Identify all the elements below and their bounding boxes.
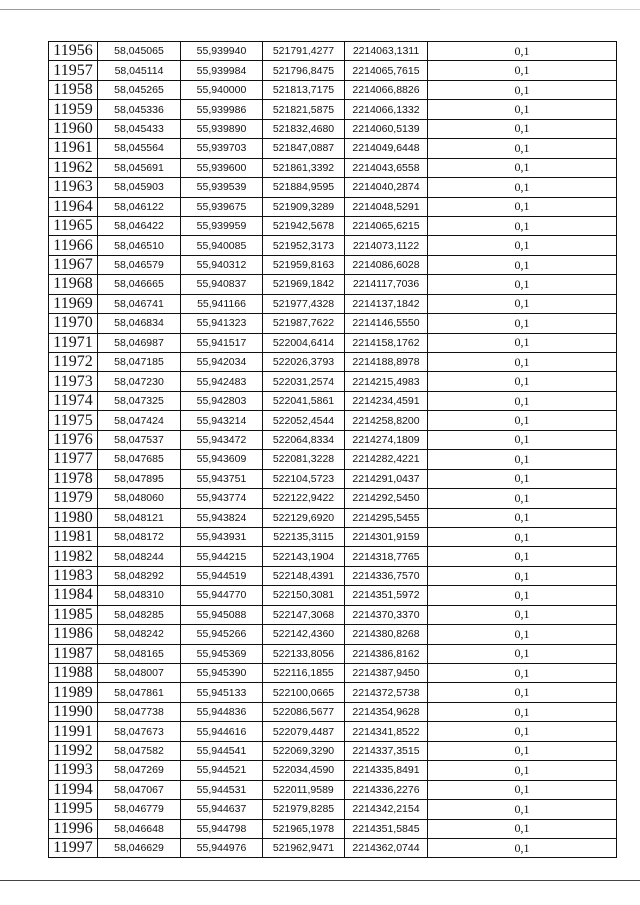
table-row [49, 178, 617, 197]
point-number-cell: 11992 [49, 741, 98, 760]
latitude-cell: 58,047582 [98, 741, 181, 760]
accuracy-cell: 0,1 [428, 527, 617, 546]
latitude-cell: 58,046579 [98, 255, 181, 274]
point-number-cell: 11964 [49, 197, 98, 216]
latitude-cell: 58,047895 [98, 469, 181, 488]
y-coordinate-cell: 2214318,7765 [345, 547, 428, 566]
table-row [49, 139, 617, 158]
x-coordinate-cell: 522041,5861 [263, 391, 345, 410]
y-coordinate-cell: 2214295,5455 [345, 508, 428, 527]
longitude-cell: 55,943214 [181, 411, 263, 430]
latitude-cell: 58,048172 [98, 527, 181, 546]
table-row [49, 450, 617, 469]
x-coordinate-cell: 522086,5677 [263, 702, 345, 721]
latitude-cell: 58,047269 [98, 761, 181, 780]
longitude-cell: 55,943824 [181, 508, 263, 527]
point-number-cell: 11994 [49, 780, 98, 799]
point-number-cell: 11985 [49, 605, 98, 624]
x-coordinate-cell: 521813,7175 [263, 80, 345, 99]
x-coordinate-cell: 521791,4277 [263, 42, 345, 61]
x-coordinate-cell: 522004,6414 [263, 333, 345, 352]
point-number-cell: 11975 [49, 411, 98, 430]
point-number-cell: 11961 [49, 139, 98, 158]
point-number-cell: 11971 [49, 333, 98, 352]
x-coordinate-cell: 522147,3068 [263, 605, 345, 624]
accuracy-cell: 0,1 [428, 391, 617, 410]
longitude-cell: 55,941323 [181, 314, 263, 333]
point-number-cell: 11979 [49, 489, 98, 508]
accuracy-cell: 0,1 [428, 722, 617, 741]
accuracy-cell: 0,1 [428, 780, 617, 799]
longitude-cell: 55,939959 [181, 216, 263, 235]
x-coordinate-cell: 521962,9471 [263, 838, 345, 857]
point-number-cell: 11993 [49, 761, 98, 780]
point-number-cell: 11996 [49, 819, 98, 838]
y-coordinate-cell: 2214043,6558 [345, 158, 428, 177]
y-coordinate-cell: 2214066,8826 [345, 80, 428, 99]
accuracy-cell: 0,1 [428, 761, 617, 780]
table-row [49, 800, 617, 819]
latitude-cell: 58,045265 [98, 80, 181, 99]
table-row [49, 489, 617, 508]
latitude-cell: 58,048310 [98, 586, 181, 605]
point-number-cell: 11984 [49, 586, 98, 605]
table-row [49, 100, 617, 119]
latitude-cell: 58,046665 [98, 275, 181, 294]
x-coordinate-cell: 522026,3793 [263, 353, 345, 372]
table-row [49, 61, 617, 80]
longitude-cell: 55,940837 [181, 275, 263, 294]
latitude-cell: 58,046510 [98, 236, 181, 255]
x-coordinate-cell: 521942,5678 [263, 216, 345, 235]
longitude-cell: 55,944531 [181, 780, 263, 799]
latitude-cell: 58,048121 [98, 508, 181, 527]
latitude-cell: 58,047185 [98, 353, 181, 372]
latitude-cell: 58,048244 [98, 547, 181, 566]
y-coordinate-cell: 2214387,9450 [345, 664, 428, 683]
longitude-cell: 55,939984 [181, 61, 263, 80]
point-number-cell: 11995 [49, 800, 98, 819]
x-coordinate-cell: 521796,8475 [263, 61, 345, 80]
longitude-cell: 55,939675 [181, 197, 263, 216]
latitude-cell: 58,048165 [98, 644, 181, 663]
y-coordinate-cell: 2214040,2874 [345, 178, 428, 197]
latitude-cell: 58,047673 [98, 722, 181, 741]
latitude-cell: 58,047537 [98, 430, 181, 449]
accuracy-cell: 0,1 [428, 255, 617, 274]
latitude-cell: 58,047067 [98, 780, 181, 799]
accuracy-cell: 0,1 [428, 139, 617, 158]
latitude-cell: 58,046122 [98, 197, 181, 216]
table-row [49, 702, 617, 721]
x-coordinate-cell: 521952,3173 [263, 236, 345, 255]
point-number-cell: 11976 [49, 430, 98, 449]
x-coordinate-cell: 522034,4590 [263, 761, 345, 780]
x-coordinate-cell: 522081,3228 [263, 450, 345, 469]
point-number-cell: 11987 [49, 644, 98, 663]
y-coordinate-cell: 2214060,5139 [345, 119, 428, 138]
y-coordinate-cell: 2214291,0437 [345, 469, 428, 488]
latitude-cell: 58,045903 [98, 178, 181, 197]
y-coordinate-cell: 2214336,7570 [345, 566, 428, 585]
latitude-cell: 58,048242 [98, 625, 181, 644]
point-number-cell: 11963 [49, 178, 98, 197]
y-coordinate-cell: 2214086,6028 [345, 255, 428, 274]
longitude-cell: 55,940000 [181, 80, 263, 99]
accuracy-cell: 0,1 [428, 275, 617, 294]
point-number-cell: 11980 [49, 508, 98, 527]
longitude-cell: 55,944836 [181, 702, 263, 721]
latitude-cell: 58,046779 [98, 800, 181, 819]
table-row [49, 625, 617, 644]
point-number-cell: 11967 [49, 255, 98, 274]
y-coordinate-cell: 2214234,4591 [345, 391, 428, 410]
longitude-cell: 55,943931 [181, 527, 263, 546]
longitude-cell: 55,944976 [181, 838, 263, 857]
point-number-cell: 11968 [49, 275, 98, 294]
y-coordinate-cell: 2214386,8162 [345, 644, 428, 663]
x-coordinate-cell: 521861,3392 [263, 158, 345, 177]
y-coordinate-cell: 2214362,0744 [345, 838, 428, 857]
latitude-cell: 58,045114 [98, 61, 181, 80]
latitude-cell: 58,048285 [98, 605, 181, 624]
x-coordinate-cell: 522142,4360 [263, 625, 345, 644]
point-number-cell: 11965 [49, 216, 98, 235]
table-row [49, 236, 617, 255]
x-coordinate-cell: 522011,9589 [263, 780, 345, 799]
table-row [49, 664, 617, 683]
y-coordinate-cell: 2214258,8200 [345, 411, 428, 430]
accuracy-cell: 0,1 [428, 469, 617, 488]
table-row [49, 586, 617, 605]
longitude-cell: 55,939986 [181, 100, 263, 119]
table-row [49, 547, 617, 566]
longitude-cell: 55,944637 [181, 800, 263, 819]
x-coordinate-cell: 521979,8285 [263, 800, 345, 819]
longitude-cell: 55,939703 [181, 139, 263, 158]
table-row [49, 255, 617, 274]
y-coordinate-cell: 2214049,6448 [345, 139, 428, 158]
latitude-cell: 58,045065 [98, 42, 181, 61]
latitude-cell: 58,048292 [98, 566, 181, 585]
table-row [49, 644, 617, 663]
table-row [49, 566, 617, 585]
point-number-cell: 11972 [49, 353, 98, 372]
accuracy-cell: 0,1 [428, 838, 617, 857]
longitude-cell: 55,944521 [181, 761, 263, 780]
x-coordinate-cell: 522052,4544 [263, 411, 345, 430]
accuracy-cell: 0,1 [428, 605, 617, 624]
y-coordinate-cell: 2214337,3515 [345, 741, 428, 760]
point-number-cell: 11977 [49, 450, 98, 469]
longitude-cell: 55,944215 [181, 547, 263, 566]
accuracy-cell: 0,1 [428, 450, 617, 469]
longitude-cell: 55,945390 [181, 664, 263, 683]
point-number-cell: 11986 [49, 625, 98, 644]
table-row [49, 722, 617, 741]
x-coordinate-cell: 521821,5875 [263, 100, 345, 119]
x-coordinate-cell: 521909,3289 [263, 197, 345, 216]
table-row [49, 527, 617, 546]
accuracy-cell: 0,1 [428, 547, 617, 566]
table-row [49, 42, 617, 61]
longitude-cell: 55,945133 [181, 683, 263, 702]
longitude-cell: 55,940085 [181, 236, 263, 255]
accuracy-cell: 0,1 [428, 42, 617, 61]
x-coordinate-cell: 522079,4487 [263, 722, 345, 741]
accuracy-cell: 0,1 [428, 411, 617, 430]
longitude-cell: 55,943472 [181, 430, 263, 449]
longitude-cell: 55,944519 [181, 566, 263, 585]
y-coordinate-cell: 2214342,2154 [345, 800, 428, 819]
y-coordinate-cell: 2214282,4221 [345, 450, 428, 469]
longitude-cell: 55,942034 [181, 353, 263, 372]
x-coordinate-cell: 521959,8163 [263, 255, 345, 274]
y-coordinate-cell: 2214066,1332 [345, 100, 428, 119]
latitude-cell: 58,046741 [98, 294, 181, 313]
longitude-cell: 55,939890 [181, 119, 263, 138]
x-coordinate-cell: 522069,3290 [263, 741, 345, 760]
table-row [49, 430, 617, 449]
y-coordinate-cell: 2214335,8491 [345, 761, 428, 780]
accuracy-cell: 0,1 [428, 625, 617, 644]
accuracy-cell: 0,1 [428, 314, 617, 333]
bottom-rule [0, 880, 640, 881]
point-number-cell: 11960 [49, 119, 98, 138]
table-row [49, 314, 617, 333]
x-coordinate-cell: 521987,7622 [263, 314, 345, 333]
y-coordinate-cell: 2214065,7615 [345, 61, 428, 80]
latitude-cell: 58,047424 [98, 411, 181, 430]
accuracy-cell: 0,1 [428, 819, 617, 838]
top-rule-faint [440, 9, 640, 10]
table-row [49, 372, 617, 391]
longitude-cell: 55,945369 [181, 644, 263, 663]
accuracy-cell: 0,1 [428, 372, 617, 391]
y-coordinate-cell: 2214380,8268 [345, 625, 428, 644]
accuracy-cell: 0,1 [428, 644, 617, 663]
x-coordinate-cell: 522100,0665 [263, 683, 345, 702]
table-row [49, 761, 617, 780]
coordinates-table-body [49, 42, 617, 858]
point-number-cell: 11989 [49, 683, 98, 702]
point-number-cell: 11966 [49, 236, 98, 255]
x-coordinate-cell: 521969,1842 [263, 275, 345, 294]
latitude-cell: 58,046834 [98, 314, 181, 333]
x-coordinate-cell: 522135,3115 [263, 527, 345, 546]
y-coordinate-cell: 2214065,6215 [345, 216, 428, 235]
x-coordinate-cell: 521977,4328 [263, 294, 345, 313]
x-coordinate-cell: 522148,4391 [263, 566, 345, 585]
accuracy-cell: 0,1 [428, 566, 617, 585]
longitude-cell: 55,945088 [181, 605, 263, 624]
latitude-cell: 58,045691 [98, 158, 181, 177]
accuracy-cell: 0,1 [428, 333, 617, 352]
y-coordinate-cell: 2214354,9628 [345, 702, 428, 721]
longitude-cell: 55,940312 [181, 255, 263, 274]
longitude-cell: 55,944770 [181, 586, 263, 605]
coordinates-table [48, 41, 617, 858]
point-number-cell: 11970 [49, 314, 98, 333]
table-row [49, 216, 617, 235]
accuracy-cell: 0,1 [428, 178, 617, 197]
longitude-cell: 55,939940 [181, 42, 263, 61]
y-coordinate-cell: 2214372,5738 [345, 683, 428, 702]
point-number-cell: 11969 [49, 294, 98, 313]
longitude-cell: 55,941517 [181, 333, 263, 352]
x-coordinate-cell: 522150,3081 [263, 586, 345, 605]
point-number-cell: 11997 [49, 838, 98, 857]
latitude-cell: 58,047685 [98, 450, 181, 469]
latitude-cell: 58,045336 [98, 100, 181, 119]
y-coordinate-cell: 2214063,1311 [345, 42, 428, 61]
longitude-cell: 55,943774 [181, 489, 263, 508]
y-coordinate-cell: 2214188,8978 [345, 353, 428, 372]
y-coordinate-cell: 2214370,3370 [345, 605, 428, 624]
point-number-cell: 11983 [49, 566, 98, 585]
table-row [49, 80, 617, 99]
table-row [49, 838, 617, 857]
table-row [49, 197, 617, 216]
y-coordinate-cell: 2214146,5550 [345, 314, 428, 333]
accuracy-cell: 0,1 [428, 489, 617, 508]
y-coordinate-cell: 2214351,5845 [345, 819, 428, 838]
accuracy-cell: 0,1 [428, 800, 617, 819]
x-coordinate-cell: 522031,2574 [263, 372, 345, 391]
x-coordinate-cell: 522129,6920 [263, 508, 345, 527]
x-coordinate-cell: 521965,1978 [263, 819, 345, 838]
accuracy-cell: 0,1 [428, 294, 617, 313]
point-number-cell: 11988 [49, 664, 98, 683]
point-number-cell: 11982 [49, 547, 98, 566]
accuracy-cell: 0,1 [428, 741, 617, 760]
y-coordinate-cell: 2214341,8522 [345, 722, 428, 741]
latitude-cell: 58,046987 [98, 333, 181, 352]
table-row [49, 605, 617, 624]
y-coordinate-cell: 2214351,5972 [345, 586, 428, 605]
longitude-cell: 55,939600 [181, 158, 263, 177]
y-coordinate-cell: 2214274,1809 [345, 430, 428, 449]
table-row [49, 119, 617, 138]
point-number-cell: 11978 [49, 469, 98, 488]
x-coordinate-cell: 522122,9422 [263, 489, 345, 508]
x-coordinate-cell: 522064,8334 [263, 430, 345, 449]
point-number-cell: 11990 [49, 702, 98, 721]
y-coordinate-cell: 2214292,5450 [345, 489, 428, 508]
latitude-cell: 58,045433 [98, 119, 181, 138]
table-row [49, 158, 617, 177]
table-row [49, 683, 617, 702]
accuracy-cell: 0,1 [428, 586, 617, 605]
longitude-cell: 55,945266 [181, 625, 263, 644]
table-row [49, 508, 617, 527]
x-coordinate-cell: 521884,9595 [263, 178, 345, 197]
point-number-cell: 11956 [49, 42, 98, 61]
point-number-cell: 11957 [49, 61, 98, 80]
accuracy-cell: 0,1 [428, 236, 617, 255]
table-row [49, 780, 617, 799]
x-coordinate-cell: 522143,1904 [263, 547, 345, 566]
y-coordinate-cell: 2214158,1762 [345, 333, 428, 352]
latitude-cell: 58,047861 [98, 683, 181, 702]
table-row [49, 333, 617, 352]
x-coordinate-cell: 521832,4680 [263, 119, 345, 138]
y-coordinate-cell: 2214073,1122 [345, 236, 428, 255]
latitude-cell: 58,048007 [98, 664, 181, 683]
longitude-cell: 55,942803 [181, 391, 263, 410]
top-rule [0, 9, 440, 10]
accuracy-cell: 0,1 [428, 80, 617, 99]
table-row [49, 275, 617, 294]
accuracy-cell: 0,1 [428, 702, 617, 721]
latitude-cell: 58,046629 [98, 838, 181, 857]
point-number-cell: 11991 [49, 722, 98, 741]
x-coordinate-cell: 522133,8056 [263, 644, 345, 663]
longitude-cell: 55,941166 [181, 294, 263, 313]
longitude-cell: 55,943751 [181, 469, 263, 488]
point-number-cell: 11959 [49, 100, 98, 119]
longitude-cell: 55,943609 [181, 450, 263, 469]
latitude-cell: 58,047230 [98, 372, 181, 391]
accuracy-cell: 0,1 [428, 119, 617, 138]
accuracy-cell: 0,1 [428, 158, 617, 177]
table-row [49, 411, 617, 430]
table-row [49, 294, 617, 313]
accuracy-cell: 0,1 [428, 216, 617, 235]
latitude-cell: 58,048060 [98, 489, 181, 508]
accuracy-cell: 0,1 [428, 664, 617, 683]
point-number-cell: 11962 [49, 158, 98, 177]
longitude-cell: 55,944541 [181, 741, 263, 760]
x-coordinate-cell: 522116,1855 [263, 664, 345, 683]
point-number-cell: 11981 [49, 527, 98, 546]
accuracy-cell: 0,1 [428, 430, 617, 449]
longitude-cell: 55,942483 [181, 372, 263, 391]
longitude-cell: 55,944798 [181, 819, 263, 838]
table-row [49, 353, 617, 372]
accuracy-cell: 0,1 [428, 197, 617, 216]
latitude-cell: 58,047325 [98, 391, 181, 410]
y-coordinate-cell: 2214137,1842 [345, 294, 428, 313]
point-number-cell: 11958 [49, 80, 98, 99]
point-number-cell: 11973 [49, 372, 98, 391]
y-coordinate-cell: 2214336,2276 [345, 780, 428, 799]
latitude-cell: 58,046648 [98, 819, 181, 838]
latitude-cell: 58,046422 [98, 216, 181, 235]
y-coordinate-cell: 2214215,4983 [345, 372, 428, 391]
accuracy-cell: 0,1 [428, 61, 617, 80]
latitude-cell: 58,047738 [98, 702, 181, 721]
accuracy-cell: 0,1 [428, 508, 617, 527]
table-row [49, 819, 617, 838]
x-coordinate-cell: 522104,5723 [263, 469, 345, 488]
y-coordinate-cell: 2214301,9159 [345, 527, 428, 546]
y-coordinate-cell: 2214117,7036 [345, 275, 428, 294]
point-number-cell: 11974 [49, 391, 98, 410]
accuracy-cell: 0,1 [428, 100, 617, 119]
table-row [49, 741, 617, 760]
latitude-cell: 58,045564 [98, 139, 181, 158]
y-coordinate-cell: 2214048,5291 [345, 197, 428, 216]
longitude-cell: 55,939539 [181, 178, 263, 197]
x-coordinate-cell: 521847,0887 [263, 139, 345, 158]
longitude-cell: 55,944616 [181, 722, 263, 741]
table-row [49, 391, 617, 410]
table-row [49, 469, 617, 488]
accuracy-cell: 0,1 [428, 683, 617, 702]
accuracy-cell: 0,1 [428, 353, 617, 372]
